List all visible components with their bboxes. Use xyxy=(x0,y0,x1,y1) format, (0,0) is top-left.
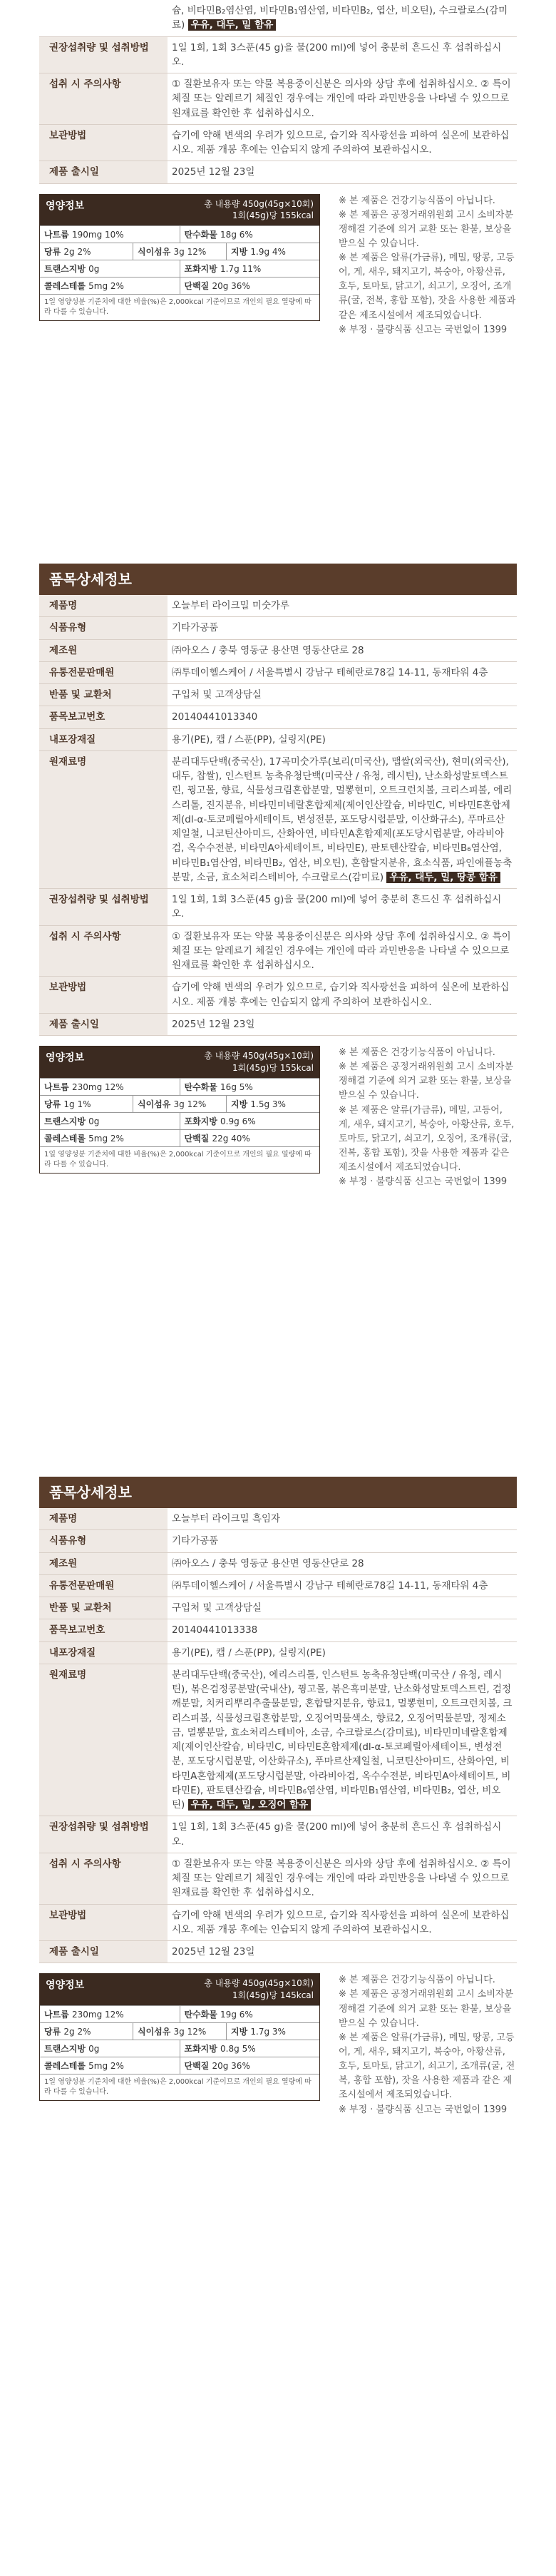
nutrition-cell xyxy=(180,260,320,277)
nutrient-value: 1.9g 4% xyxy=(250,247,286,258)
nutrition-cell xyxy=(40,226,180,243)
product-info-table: 제품명 오늘부터 라이크밀 미숫가루 식품유형 기타가공품 제조원 ㈜아오스 / 충북 영동군 용산면 영동산단로 28 유통전문판매원 ㈜투데이헬스케어 / 서울특별시 강남구 테헤란로78길 14-11, 동재타워 4층 반품 및 교환처 구입처 및 고객상담실 품목보고번호 20140441013340 내포장재질 용기(PE), 캡 / 스푼(PP), 실링지(PE) 원재료명 분리대두단백(중국산), 17곡미숫가루(보리(미국산), 맵쌀(외국산), 현미(외국산), 대두, 찹쌀), 인스턴트 농축유청단백(미국산 / 유청, 레시틴), 난소화성말토덱스트린, 꿩고몰, 향료, 식물성크림혼합분말, 멀뽕현미, 오트크런치볼, 크리스피볼, 에리스리톨, 진지분유, 비타민미네랄혼합제제(제이인산칼슘, 비타민C, 비타민E혼합제제(dl-α-토코페릴아세테이트, 변성전분, 포도당시럽분말, 이산화규소), 푸마르산제일철, 니코틴산아미드, 산화아연, 비타민A혼합제제(포도당시럽분말, 아라비아검, 옥수수전분, 비타민A아세테이트, 비타민E), 판토텐산칼슘, 비타민B₆염산염, 비타민B₁염산염, 비타민B₂, 엽산, 비오틴), 혼합탈지분유, 효소식품, 파인애플농축분말, 소금, 효소처리스테비아, 수크랄로스(감미료) 우유, 대두, 밀, 땅콩 함유 권장섭취량 및 섭취방법 1일 1회, 1회 3스푼(45 g)을 물(200 ml)에 넣어 충분히 흔드신 후 섭취하십시오. 섭취 시 주의사항 ① 질환보유자 또는 약물 복용중이신분은 의사와 상담 후에 섭취하십시오. ② 특이체질 또는 알레르기 체질인 경우에는 개인에 따라 과민반응을 나타낼 수 있으므로 원재료를 확인한 후 섭취하십시오. 보관방법 습기에 약해 변색의 우려가 있으므로, 습기와 직사광선을 피하여 실온에 보관하십시오. 제품 개봉 후에는 인습되지 않게 주의하여 보관하십시오. 제품 출시일 2025년 12월 23일 xyxy=(39,595,517,1036)
nutrition-cell xyxy=(40,243,133,260)
caution: ① 질환보유자 또는 약물 복용중이신분은 의사와 상담 후에 섭취하십시오. ② 특이체질 또는 알레르기 체질인 경우에는 개인에 따라 과민반응을 나타낼 수 있으므로 원재료를 확인한 후 섭취하십시오. xyxy=(168,1853,517,1904)
product-block-2 xyxy=(39,1477,517,2152)
fragment-ingredients: 슘, 비타민B₂염산염, 비타민B₁염산염, 비타민B₂, 엽산, 비오틴), 수크랄로스(감미료) 우유, 대두, 밀 함유 xyxy=(168,0,517,36)
product-info-table: 제품명 오늘부터 라이크밀 흑임자 식품유형 기타가공품 제조원 ㈜아오스 / 충북 영동군 용산면 영동산단로 28 유통전문판매원 ㈜투데이헬스케어 / 서울특별시 강남구 테헤란로78길 14-11, 동재타워 4층 반품 및 교환처 구입처 및 고객상담실 품목보고번호 20140441013338 내포장재질 용기(PE), 캡 / 스푼(PP), 실링지(PE) 원재료명 분리대두단백(중국산), 에리스리톨, 인스턴트 농축유청단백(미국산 / 유청, 레시틴), 볶은검정콩분말(국내산), 꿩고몰, 볶은흑미분말, 난소화성말토덱스트린, 검정깨분말, 치커리뿌리추출물분말, 혼합탈지분유, 향료1, 멀뽕현미, 오트크런치볼, 크리스피볼, 식물성크림혼합분말, 오징어먹물색소, 향료2, 오징어먹물분말, 정제소금, 멀뽕분말, 효소처리스테비아, 소금, 수크랄로스(감미료), 비타민미네랄혼합제제(제이인산칼슘, 비타민C, 비타민E혼합제제(dl-α-토코페릴아세테이트, 변성전분, 포도당시럽분말, 이산화규소), 푸마르산제일철, 니코틴산아미드, 산화아연, 비타민A혼합제제(포도당시럽분말, 아라비아검, 옥수수전분, 비타민A아세테이트, 비타민E), 판토텐산칼슘, 비타민B₆염산염, 비타민B₁염산염, 비타민B₂, 엽산, 비오틴) 우유, 대두, 밀, 오징어 함유 권장섭취량 및 섭취방법 1일 1회, 1회 3스푼(45 g)을 물(200 ml)에 넣어 충분히 흔드신 후 섭취하십시오. 섭취 시 주의사항 ① 질환보유자 또는 약물 복용중이신분은 의사와 상담 후에 섭취하십시오. ② 특이체질 또는 알레르기 체질인 경우에는 개인에 따라 과민반응을 나타낼 수 있으므로 원재료를 확인한 후 섭취하십시오. 보관방법 습기에 약해 변색의 우려가 있으므로, 습기와 직사광선을 피하여 실온에 보관하십시오. 제품 개봉 후에는 인습되지 않게 주의하여 보관하십시오. 제품 출시일 2025년 12월 23일 xyxy=(39,1508,517,1963)
nutrient-value: 230mg 12% xyxy=(71,1081,124,1092)
nutrition-row xyxy=(40,2022,319,2040)
nutrient-value: 18g 6% xyxy=(220,230,253,240)
nutrition-row xyxy=(40,2040,319,2057)
nutrition-table: 영양정보 총 내용량 450g(45g×10회) 1회(45g)당 155kcal 나트륨 190mg 10% 탄수화물 18g 6% 당류 2g 2% 식이섬유 3g 12% 지방 1.9g 4% 트랜스지방 0g 포화지방 1.7g 11% 콜레스테롤 5mg 2% 단백질 20g 36% 1일 영양성분 기준치에 대한 비율(%)은 2,000kcal 기준이므로 개인의 필요 열량에 따라 다를 수 있습니다. xyxy=(39,194,320,322)
nutrient-value: 20g 36% xyxy=(212,2060,250,2071)
nutrient-name: 단백질 xyxy=(184,2060,212,2071)
manufacturer: ㈜아오스 / 충북 영동군 용산면 영동산단로 28 xyxy=(168,1552,517,1574)
product-bottom xyxy=(39,1973,517,2152)
notice-item: ※ 부정 · 불량식품 신고는 국번없이 1399 xyxy=(339,2104,508,2115)
nutrient-value: 230mg 12% xyxy=(71,2009,124,2020)
release-date: 2025년 12월 23일 xyxy=(168,1941,517,1963)
notice-item: ※ 본 제품은 건강기능식품이 아닙니다. xyxy=(339,1047,495,1058)
nutrition-cell xyxy=(40,2040,180,2057)
nutrient-name: 지방 xyxy=(231,2026,251,2037)
notice-item: ※ 본 제품은 알류(가금류), 메밀, 고등어, 게, 새우, 돼지고기, 복숭아, 아황산류, 호두, 토마토, 닭고기, 쇠고기, 오징어, 조개류(굴, 전복, 홍합 포함), 잣을 사용한 제품과 같은 제조시설에서 제조되었습니다. xyxy=(339,1104,515,1174)
nutrition-cell xyxy=(180,226,320,243)
nutrient-value: 22g 40% xyxy=(212,1133,250,1144)
nutrition-row xyxy=(40,260,319,277)
notice-item: ※ 본 제품은 건강기능식품이 아닙니다. xyxy=(339,1975,495,1986)
nutrition-cell xyxy=(133,243,227,260)
nutrient-name: 나트륨 xyxy=(44,1081,72,1092)
nutrition-cell xyxy=(227,243,319,260)
allergy-badge: 우유, 대두, 밀, 땅콩 함유 xyxy=(386,872,500,883)
nutrient-name: 탄수화물 xyxy=(184,2009,221,2020)
nutrient-name: 당류 xyxy=(44,1099,64,1109)
previous-product-fragment xyxy=(39,0,517,372)
nutrition-cell xyxy=(40,260,180,277)
nutrition-row xyxy=(40,243,319,260)
storage: 습기에 약해 변색의 우려가 있으므로, 습기와 직사광선을 피하여 실온에 보관하십시오. 제품 개봉 후에는 인습되지 않게 주의하여 보관하십시오. xyxy=(168,1904,517,1941)
nutrient-name: 콜레스테롤 xyxy=(44,1133,89,1144)
nutrient-value: 0g xyxy=(88,2043,100,2054)
nutrient-name: 탄수화물 xyxy=(184,230,221,240)
fragment-info-table: 슘, 비타민B₂염산염, 비타민B₁염산염, 비타민B₂, 엽산, 비오틴), 수크랄로스(감미료) 우유, 대두, 밀 함유 권장섭취량 및 섭취방법 1일 1회, 1회 3스푼(45 g)을 물(200 ml)에 넣어 충분히 흔드신 후 섭취하십시오. 섭취 시 주의사항 ① 질환보유자 또는 약물 복용중이신분은 의사와 상담 후에 섭취하십시오. ② 특이체질 또는 알레르기 체질인 경우에는 개인에 따라 과민반응을 나타낼 수 있으므로 원재료를 확인한 후 섭취하십시오. 보관방법 습기에 약해 변색의 우려가 있으므로, 습기와 직사광선을 피하여 실온에 보관하십시오. 제품 개봉 후에는 인습되지 않게 주의하여 보관하십시오. 제품 출시일 2025년 12월 23일 xyxy=(39,0,517,184)
nutrient-value: 0g xyxy=(88,264,100,275)
nutrition-row xyxy=(40,225,319,243)
product-bottom xyxy=(39,1046,517,1224)
fragment-release: 2025년 12월 23일 xyxy=(168,161,517,183)
nutrient-value: 5mg 2% xyxy=(88,281,124,292)
nutrition-table: 영양정보 총 내용량 450g(45g×10회) 1회(45g)당 155kcal 나트륨 230mg 12% 탄수화물 16g 5% 당류 1g 1% 식이섬유 3g 12% 지방 1.5g 3% 트랜스지방 0g 포화지방 0.9g 6% 콜레스테롤 5mg 2% 단백질 22g 40% 1일 영양성분 기준치에 대한 비율(%)은 2,000kcal 기준이므로 개인의 필요 열량에 따라 다를 수 있습니다. xyxy=(39,1046,320,1174)
nutrient-name: 나트륨 xyxy=(44,230,72,240)
nutrition-cell xyxy=(180,2040,320,2057)
distributor: ㈜투데이헬스케어 / 서울특별시 강남구 테헤란로78길 14-11, 동재타워 4층 xyxy=(168,661,517,683)
nutrient-value: 5mg 2% xyxy=(88,1133,124,1144)
nutrition-cell xyxy=(180,1079,320,1095)
nutrient-value: 1.7g 11% xyxy=(220,264,262,275)
nutrition-title: 영양정보 xyxy=(46,200,85,212)
nutrition-cell xyxy=(227,1096,319,1112)
nutrient-name: 트랜스지방 xyxy=(44,2043,89,2054)
nutrition-cell xyxy=(40,278,180,294)
nutrient-value: 1.5g 3% xyxy=(250,1099,286,1109)
nutrient-name: 트랜스지방 xyxy=(44,264,89,275)
returns: 구입처 및 고객상담실 xyxy=(168,1597,517,1619)
nutrient-value: 2g 2% xyxy=(63,247,91,258)
nutrient-name: 포화지방 xyxy=(184,2043,221,2054)
nutrient-name: 콜레스테롤 xyxy=(44,281,89,292)
food-type: 기타가공품 xyxy=(168,1530,517,1552)
product-name: 오늘부터 라이크밀 미숫가루 xyxy=(168,595,517,617)
notice-item: ※ 본 제품은 공정거래위원회 고시 소비자분쟁해결 기준에 의거 교환 또는 환불, 보상을 받으실 수 있습니다. xyxy=(339,1989,514,2029)
notice-item: ※ 부정 · 불량식품 신고는 국번없이 1399 xyxy=(339,324,508,335)
nutrition-cell xyxy=(180,278,320,294)
nutrient-value: 0.8g 5% xyxy=(220,2043,256,2054)
ingredients: 분리대두단백(중국산), 에리스리톨, 인스턴트 농축유청단백(미국산 / 유청, 레시틴), 볶은검정콩분말(국내산), 꿩고몰, 볶은흑미분말, 난소화성말토덱스트린, 검정깨분말, 치커리뿌리추출물분말, 혼합탈지분유, 향료1, 멀뽕현미, 오트크런치볼, 크리스피볼, 식물성크림혼합분말, 오징어먹물색소, 향료2, 오징어먹물분말, 정제소금, 멀뽕분말, 효소처리스테비아, 소금, 수크랄로스(감미료), 비타민미네랄혼합제제(제이인산칼슘, 비타민C, 비타민E혼합제제(dl-α-토코페릴아세테이트, 변성전분, 포도당시럽분말, 이산화규소), 푸마르산제일철, 니코틴산아미드, 산화아연, 비타민A혼합제제(포도당시럽분말, 아라비아검, 옥수수전분, 비타민A아세테이트, 비타민E), 판토텐산칼슘, 비타민B₆염산염, 비타민B₁염산염, 비타민B₂, 엽산, 비오틴) 우유, 대두, 밀, 오징어 함유 xyxy=(168,1664,517,1816)
nutrient-value: 3g 12% xyxy=(173,2026,207,2037)
nutrition-cell xyxy=(180,1130,320,1146)
nutrition-title: 영양정보 xyxy=(46,1980,85,1992)
nutrition-footnote: 1일 영양성분 기준치에 대한 비율(%)은 2,000kcal 기준이므로 개인의 필요 열량에 따라 다를 수 있습니다. xyxy=(40,1146,319,1173)
nutrient-value: 20g 36% xyxy=(212,281,250,292)
nutrient-name: 식이섬유 xyxy=(138,1099,174,1109)
intake: 1일 1회, 1회 3스푼(45 g)을 물(200 ml)에 넣어 충분히 흔드신 후 섭취하십시오. xyxy=(168,889,517,926)
nutrition-cell xyxy=(180,2057,320,2074)
nutrient-value: 5mg 2% xyxy=(88,2060,124,2071)
nutrient-value: 16g 5% xyxy=(220,1081,253,1092)
nutrition-cell xyxy=(40,2057,180,2074)
nutrient-name: 지방 xyxy=(231,1099,251,1109)
nutrition-cell xyxy=(40,1079,180,1095)
notice-item: ※ 본 제품은 건강기능식품이 아닙니다. xyxy=(339,195,495,206)
nutrient-value: 19g 6% xyxy=(220,2009,253,2020)
returns: 구입처 및 고객상담실 xyxy=(168,684,517,706)
nutrient-value: 190mg 10% xyxy=(71,230,124,240)
nutrient-value: 3g 12% xyxy=(173,1099,207,1109)
nutrient-name: 식이섬유 xyxy=(138,2026,174,2037)
storage: 습기에 약해 변색의 우려가 있으므로, 습기와 직사광선을 피하여 실온에 보관하십시오. 제품 개봉 후에는 인습되지 않게 주의하여 보관하십시오. xyxy=(168,977,517,1014)
nutrient-name: 포화지방 xyxy=(184,1116,221,1126)
product-name: 오늘부터 라이크밀 흑임자 xyxy=(168,1508,517,1530)
nutrient-name: 콜레스테롤 xyxy=(44,2060,89,2071)
nutrient-name: 식이섬유 xyxy=(138,247,174,258)
nutrition-cell xyxy=(133,2023,227,2040)
nutrition-row xyxy=(40,1078,319,1095)
nutrition-cell xyxy=(227,2023,319,2040)
nutrient-value: 3g 12% xyxy=(173,247,207,258)
nutrition-cell xyxy=(40,1113,180,1129)
packaging: 용기(PE), 캡 / 스푼(PP), 실링지(PE) xyxy=(168,1641,517,1664)
nutrient-name: 트랜스지방 xyxy=(44,1116,89,1126)
report-number: 20140441013338 xyxy=(168,1619,517,1641)
nutrition-row xyxy=(40,277,319,294)
manufacturer: ㈜아오스 / 충북 영동군 용산면 영동산단로 28 xyxy=(168,639,517,661)
allergy-badge: 우유, 대두, 밀 함유 xyxy=(188,19,277,31)
nutrient-name: 포화지방 xyxy=(184,264,221,275)
notice-list xyxy=(339,1046,517,1189)
nutrition-cell xyxy=(40,1130,180,1146)
notice-item: ※ 부정 · 불량식품 신고는 국번없이 1399 xyxy=(339,1176,508,1188)
food-type: 기타가공품 xyxy=(168,617,517,639)
nutrition-footnote: 1일 영양성분 기준치에 대한 비율(%)은 2,000kcal 기준이므로 개인의 필요 열량에 따라 다를 수 있습니다. xyxy=(40,2074,319,2100)
nutrition-row xyxy=(40,1112,319,1129)
notice-list xyxy=(339,194,517,337)
nutrition-row xyxy=(40,2057,319,2074)
product-block-1 xyxy=(39,564,517,1224)
nutrition-cell xyxy=(180,1113,320,1129)
nutrition-cell xyxy=(133,1096,227,1112)
section-header: 품목상세정보 xyxy=(39,1477,517,1508)
notice-item: ※ 본 제품은 알류(가금류), 메밀, 땅콩, 고등어, 게, 새우, 돼지고기, 복숭아, 아황산류, 호두, 토마토, 닭고기, 쇠고기, 오징어, 조개류(굴, 전복, 홍합 포함), 잣을 사용한 제품과 같은 제조시설에서 제조되었습니다. xyxy=(339,253,516,321)
fragment-storage: 습기에 약해 변색의 우려가 있으므로, 습기와 직사광선을 피하여 실온에 보관하십시오. 제품 개봉 후에는 인습되지 않게 주의하여 보관하십시오. xyxy=(168,124,517,161)
distributor: ㈜투데이헬스케어 / 서울특별시 강남구 테헤란로78길 14-11, 동재타워 4층 xyxy=(168,1574,517,1597)
nutrition-cell xyxy=(40,2023,133,2040)
fragment-caution: ① 질환보유자 또는 약물 복용중이신분은 의사와 상담 후에 섭취하십시오. ② 특이체질 또는 알레르기 체질인 경우에는 개인에 따라 과민반응을 나타낼 수 있으므로 원재료를 확인한 후 섭취하십시오. xyxy=(168,73,517,125)
notice-list xyxy=(339,1973,517,2117)
ingredients: 분리대두단백(중국산), 17곡미숫가루(보리(미국산), 맵쌀(외국산), 현미(외국산), 대두, 찹쌀), 인스턴트 농축유청단백(미국산 / 유청, 레시틴), 난소화성말토덱스트린, 꿩고몰, 향료, 식물성크림혼합분말, 멀뽕현미, 오트크런치볼, 크리스피볼, 에리스리톨, 진지분유, 비타민미네랄혼합제제(제이인산칼슘, 비타민C, 비타민E혼합제제(dl-α-토코페릴아세테이트, 변성전분, 포도당시럽분말, 이산화규소), 푸마르산제일철, 니코틴산아미드, 산화아연, 비타민A혼합제제(포도당시럽분말, 아라비아검, 옥수수전분, 비타민A아세테이트, 비타민E), 판토텐산칼슘, 비타민B₆염산염, 비타민B₁염산염, 비타민B₂, 엽산, 비오틴), 혼합탈지분유, 효소식품, 파인애플농축분말, 소금, 효소처리스테비아, 수크랄로스(감미료) 우유, 대두, 밀, 땅콩 함유 xyxy=(168,750,517,888)
nutrient-value: 1g 1% xyxy=(63,1099,91,1109)
nutrition-row xyxy=(40,1095,319,1112)
notice-item: ※ 본 제품은 알류(가금류), 메밀, 땅콩, 고등어, 게, 새우, 돼지고기, 복숭아, 아황산류, 호두, 토마토, 닭고기, 쇠고기, 조개류(굴, 전복, 홍합 포함), 잣을 사용한 제품과 같은 제조시설에서 제조되었습니다. xyxy=(339,2032,515,2101)
notice-item: ※ 본 제품은 공정거래위원회 고시 소비자분쟁해결 기준에 의거 교환 또는 환불, 보상을 받으실 수 있습니다. xyxy=(339,209,514,249)
nutrition-table: 영양정보 총 내용량 450g(45g×10회) 1회(45g)당 145kcal 나트륨 230mg 12% 탄수화물 19g 6% 당류 2g 2% 식이섬유 3g 12% 지방 1.7g 3% 트랜스지방 0g 포화지방 0.8g 5% 콜레스테롤 5mg 2% 단백질 20g 36% 1일 영양성분 기준치에 대한 비율(%)은 2,000kcal 기준이므로 개인의 필요 열량에 따라 다를 수 있습니다. xyxy=(39,1973,320,2101)
report-number: 20140441013340 xyxy=(168,706,517,728)
nutrient-name: 탄수화물 xyxy=(184,1081,221,1092)
notice-item: ※ 본 제품은 공정거래위원회 고시 소비자분쟁해결 기준에 의거 교환 또는 환불, 보상을 받으실 수 있습니다. xyxy=(339,1062,514,1101)
nutrition-row xyxy=(40,1129,319,1146)
nutrient-name: 단백질 xyxy=(184,281,212,292)
fragment-bottom xyxy=(39,194,517,372)
nutrient-value: 1.7g 3% xyxy=(250,2026,286,2037)
nutrition-footnote: 1일 영양성분 기준치에 대한 비율(%)은 2,000kcal 기준이므로 개인의 필요 열량에 따라 다를 수 있습니다. xyxy=(40,294,319,320)
nutrition-row xyxy=(40,2005,319,2022)
intake: 1일 1회, 1회 3스푼(45 g)을 물(200 ml)에 넣어 충분히 흔드신 후 섭취하십시오. xyxy=(168,1816,517,1853)
fragment-intake: 1일 1회, 1회 3스푼(45 g)을 물(200 ml)에 넣어 충분히 흔드신 후 섭취하십시오. xyxy=(168,36,517,73)
nutrition-cell xyxy=(40,2006,180,2022)
caution: ① 질환보유자 또는 약물 복용중이신분은 의사와 상담 후에 섭취하십시오. ② 특이체질 또는 알레르기 체질인 경우에는 개인에 따라 과민반응을 나타낼 수 있으므로 원재료를 확인한 후 섭취하십시오. xyxy=(168,925,517,977)
nutrition-title: 영양정보 xyxy=(46,1052,85,1064)
allergy-badge: 우유, 대두, 밀, 오징어 함유 xyxy=(188,1799,312,1811)
section-header: 품목상세정보 xyxy=(39,564,517,595)
release-date: 2025년 12월 23일 xyxy=(168,1013,517,1035)
nutrient-value: 0.9g 6% xyxy=(220,1116,256,1126)
packaging: 용기(PE), 캡 / 스푼(PP), 실링지(PE) xyxy=(168,728,517,750)
nutrient-name: 당류 xyxy=(44,247,64,258)
nutrient-name: 단백질 xyxy=(184,1133,212,1144)
nutrient-name: 당류 xyxy=(44,2026,64,2037)
nutrient-name: 나트륨 xyxy=(44,2009,72,2020)
nutrition-cell xyxy=(40,1096,133,1112)
nutrient-name: 지방 xyxy=(231,247,251,258)
nutrient-value: 0g xyxy=(88,1116,100,1126)
nutrient-value: 2g 2% xyxy=(63,2026,91,2037)
nutrition-cell xyxy=(180,2006,320,2022)
